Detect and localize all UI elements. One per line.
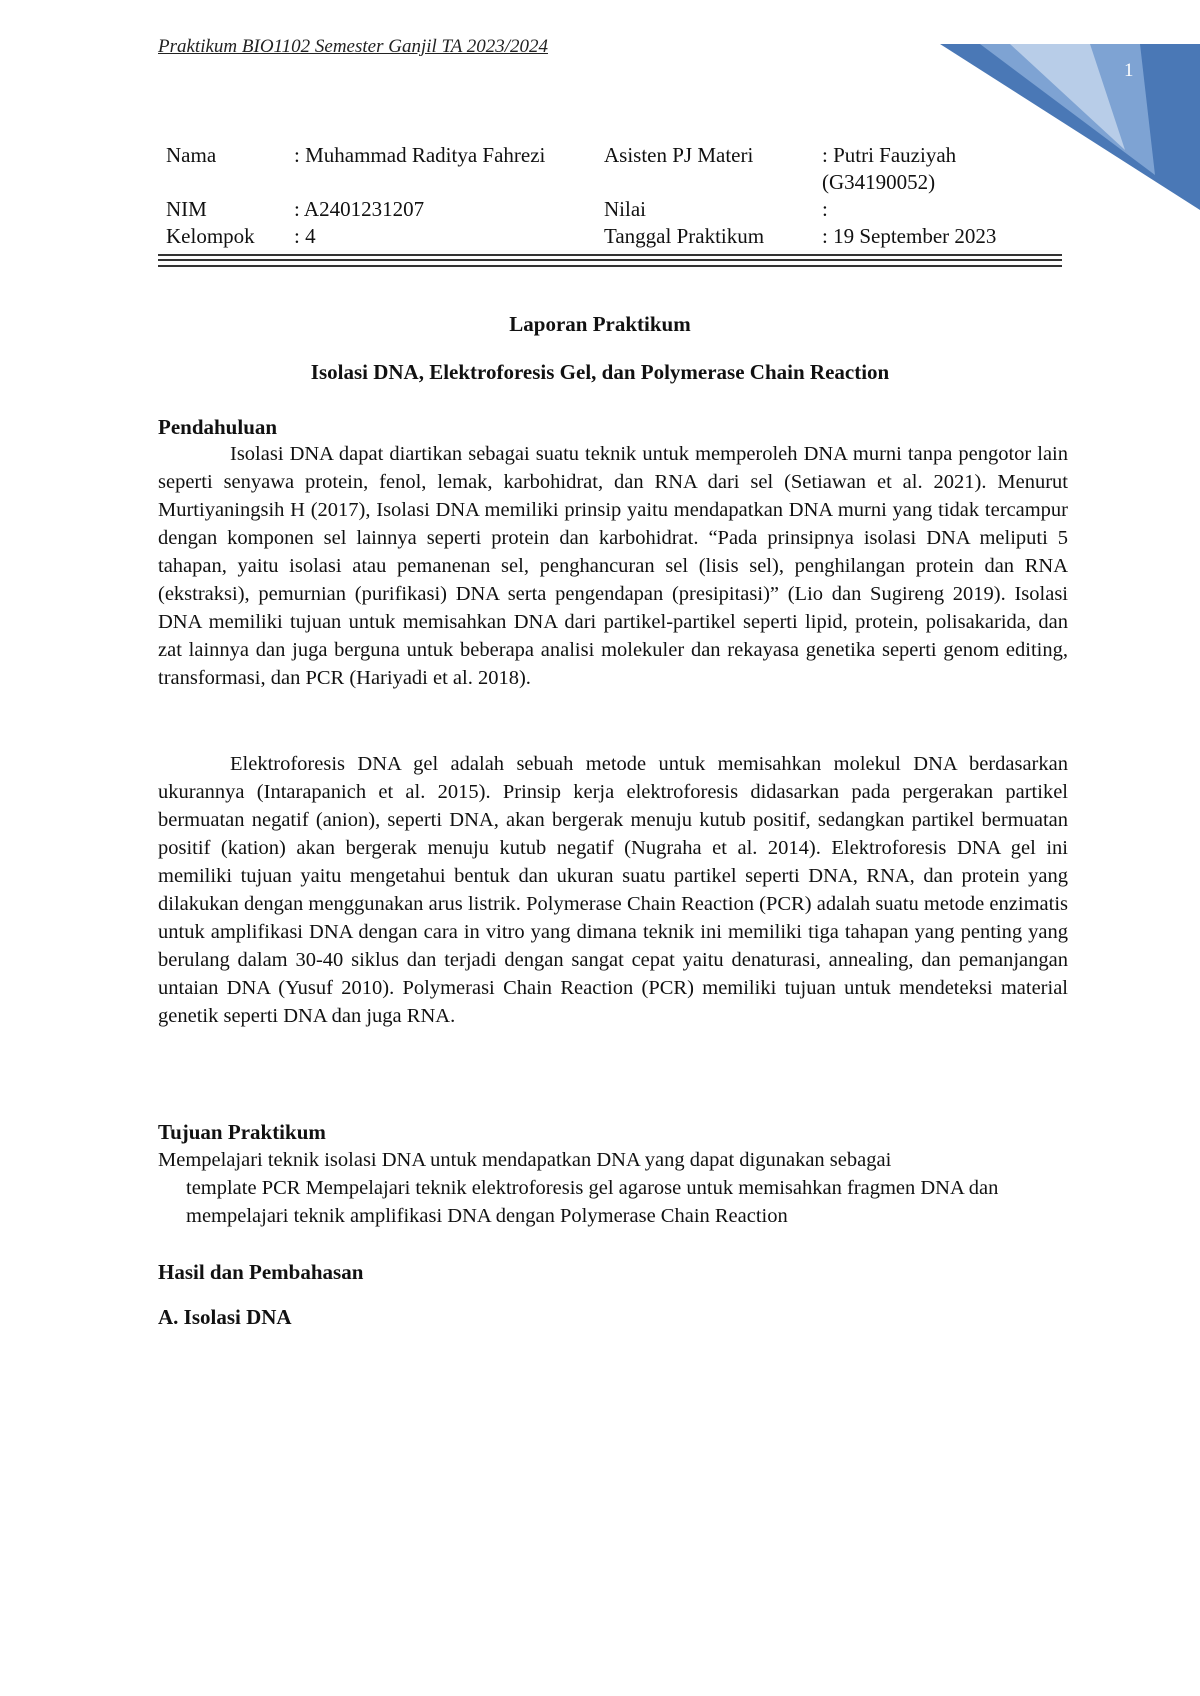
report-title: Laporan Praktikum — [509, 312, 691, 336]
nim-value: : A2401231207 — [294, 197, 425, 221]
nilai-label: Nilai — [604, 197, 646, 221]
asisten-value: : Putri Fauziyah (G34190052) — [822, 143, 957, 194]
tujuan-line-1: Mempelajari teknik isolasi DNA untuk mendapatkan DNA yang dapat digunakan sebagai — [158, 1149, 892, 1171]
student-info-table — [166, 142, 1066, 250]
report-subtitle: Isolasi DNA, Elektroforesis Gel, dan Polymerase Chain Reaction — [310, 360, 890, 384]
page-number: 1 — [1124, 60, 1134, 81]
tujuan-paragraph — [158, 1146, 1068, 1230]
pendahuluan-paragraph-2: Elektroforesis DNA gel adalah sebuah metode untuk memisahkan molekul DNA berdasarkan ukurannya (Intarapanich et al. 2015). Prinsip kerja elektroforesis didasarkan pada pergerakan partikel bermuatan negatif (anion), seperti DNA, akan bergerak menuju kutub positif, sedangkan partikel bermuatan positif (kation) akan bergerak menuju kutub negatif (Nugraha et al. 2014). Elektroforesis DNA gel ini memiliki tujuan yaitu mengetahui bentuk dan ukuran suatu partikel seperti DNA, RNA, dan protein yang dilakukan dengan menggunakan arus listrik. Polymerase Chain Reaction (PCR) adalah suatu metode enzimatis untuk amplifikasi DNA dengan cara in vitro yang dimana teknik ini memiliki tiga tahapan yang penting yang berulang dalam 30-40 siklus dan terjadi dengan sangat cepat yaitu denaturasi, annealing, dan pemanjangan untaian DNA (Yusuf 2010). Polymerasi Chain Reaction (PCR) memiliki tujuan untuk mendeteksi material genetik seperti DNA dan juga RNA. — [158, 753, 1068, 1027]
kelompok-label: Kelompok — [166, 224, 255, 248]
info-row — [166, 223, 1066, 250]
pendahuluan-heading: Pendahuluan — [158, 415, 278, 439]
nilai-value: : — [822, 197, 828, 221]
asisten-label: Asisten PJ Materi — [604, 143, 754, 167]
running-header: Praktikum BIO1102 Semester Ganjil TA 2023/2024 — [158, 36, 548, 57]
info-row — [166, 196, 1066, 223]
tanggal-label: Tanggal Praktikum — [604, 224, 765, 248]
pendahuluan-paragraph-1: Isolasi DNA dapat diartikan sebagai suatu teknik untuk memperoleh DNA murni tanpa pengotor lain seperti senyawa protein, fenol, lemak, karbohidrat, dan RNA dari sel (Setiawan et al. 2021). Menurut Murtiyaningsih H (2017), Isolasi DNA memiliki prinsip yaitu mendapatkan DNA murni yang tidak tercampur dengan komponen sel lainnya seperti protein dan karbohidrat. “Pada prinsipnya isolasi DNA meliputi 5 tahapan, yaitu isolasi atau pemanenan sel, penghancuran sel (lisis sel), penghilangan protein dan RNA (ekstraksi), pemurnian (purifikasi) DNA serta pengendapan (presipitasi)” (Lio dan Sugireng 2019). Isolasi DNA memiliki tujuan untuk memisahkan DNA dari partikel-partikel seperti lipid, protein, polisakarida, dan zat lainnya dan juga berguna untuk beberapa analisi molekuler dan rekayasa genetika seperti genom editing, transformasi, dan PCR (Hariyadi et al. 2018). — [158, 443, 1068, 689]
nim-label: NIM — [166, 197, 207, 221]
tanggal-value: : 19 September 2023 — [822, 224, 997, 248]
info-row — [166, 142, 1066, 196]
double-rule-separator — [158, 254, 1062, 267]
nama-label: Nama — [166, 143, 217, 167]
tujuan-heading: Tujuan Praktikum — [158, 1120, 326, 1144]
tujuan-line-2: template PCR Mempelajari teknik elektroforesis gel agarose untuk memisahkan fragmen DNA dan mempelajari teknik amplifikasi DNA dengan Polymerase Chain Reaction — [186, 1177, 999, 1227]
hasil-heading: Hasil dan Pembahasan — [158, 1260, 364, 1284]
isolasi-dna-heading: A. Isolasi DNA — [158, 1305, 292, 1329]
nama-value: : Muhammad Raditya Fahrezi — [294, 143, 546, 167]
kelompok-value: : 4 — [294, 224, 316, 248]
